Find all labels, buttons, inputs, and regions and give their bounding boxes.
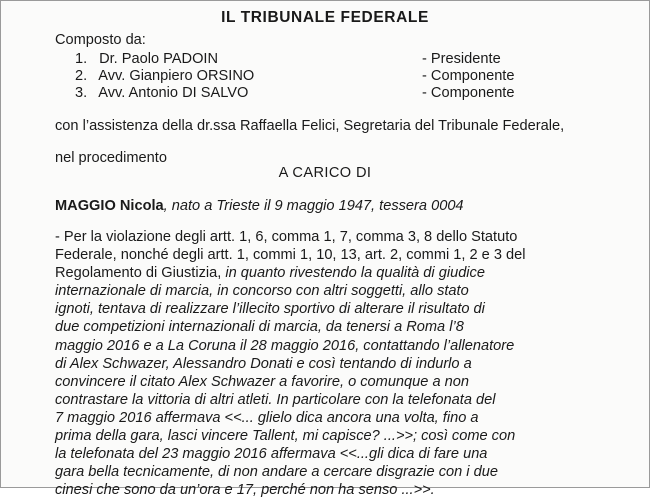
charge-line (55, 318, 620, 336)
document-title: IL TRIBUNALE FEDERALE (221, 9, 429, 26)
member-role: - Presidente (422, 51, 501, 67)
accused-line (55, 197, 464, 215)
against-heading: A CARICO DI (278, 165, 372, 181)
charge-text: Regolamento di Giustizia, (55, 265, 226, 282)
charge-paragraph (55, 228, 620, 499)
accused-name: MAGGIO Nicola (55, 198, 164, 214)
charge-line (55, 445, 620, 463)
member-role: - Componente (422, 68, 515, 84)
charge-line (55, 373, 620, 391)
charge-line (55, 427, 620, 445)
charge-text: - Per la violazione degli artt. 1, 6, comma 1, 7, comma 3, 8 dello Statuto (55, 229, 518, 245)
member-number: 3. (75, 85, 88, 101)
charge-line (55, 463, 620, 481)
charge-line (55, 246, 620, 264)
charge-text-italic: in quanto rivestendo la qualità di giudice (225, 265, 485, 282)
assistance-text: con l’assistenza della dr.ssa Raffaella Felici, Segretaria del Tribunale Federale, (55, 118, 565, 134)
charge-line (55, 481, 620, 499)
charge-line (55, 300, 620, 318)
member-name: Avv. Gianpiero ORSINO (98, 68, 255, 84)
member-number: 2. (75, 68, 88, 84)
member-name: Avv. Antonio DI SALVO (98, 85, 249, 101)
charge-text-italic: convincere il citato Alex Schwazer a favorire, o comunque a non (55, 373, 469, 390)
charge-line (55, 355, 620, 373)
charge-text-italic: 7 maggio 2016 affermava <<... glielo dica ancora una volta, fino a (55, 409, 479, 426)
charge-text-italic: la telefonata del 23 maggio 2016 affermava <<...gli dica di fare una (55, 446, 488, 463)
charge-line (55, 337, 620, 355)
charge-line (55, 409, 620, 427)
charge-text-italic: due competizioni internazionali di marcia, da tenersi a Roma l’8 (55, 319, 464, 336)
composition-intro: Composto da: (55, 32, 146, 48)
charge-text-italic: prima della gara, lasci vincere Tallent, mi capisce? ...>>; così come con (55, 428, 516, 445)
member-item (75, 67, 515, 85)
member-item (75, 84, 515, 102)
member-role: - Componente (422, 85, 515, 101)
charge-line (55, 282, 620, 300)
member-name: Dr. Paolo PADOIN (99, 51, 219, 67)
member-number: 1. (75, 51, 88, 67)
charge-text: Federale, nonché degli artt. 1, commi 1, 10, 13, art. 2, commi 1, 2 e 3 del (55, 247, 526, 264)
charge-text-italic: gara bella tecnicamente, di non andare a cercare disgrazie con i due (55, 464, 498, 481)
accused-details: , nato a Trieste il 9 maggio 1947, tessera 0004 (163, 198, 464, 214)
charge-text-italic: maggio 2016 e a La Coruna il 28 maggio 2016, contattando l’allenatore (55, 337, 515, 354)
procedure-label: nel procedimento (55, 150, 167, 166)
charge-line (55, 228, 620, 246)
charge-line (55, 264, 620, 282)
charge-text-italic: contrastare la vittoria di altri atleti. In particolare con la telefonata del (55, 391, 496, 408)
charge-text-italic: di Alex Schwazer, Alessandro Donati e così tentando di indurlo a (55, 355, 472, 372)
charge-text-italic: cinesi che sono da un’ora e 17, perché non ha senso ...>>. (55, 482, 435, 499)
charge-text-italic: ignoti, tentava di realizzare l’illecito sportivo di alterare il risultato di (55, 301, 485, 318)
charge-line (55, 391, 620, 409)
charge-text-italic: internazionale di marcia, in concorso con altri soggetti, allo stato (55, 283, 469, 300)
member-item (75, 50, 501, 68)
